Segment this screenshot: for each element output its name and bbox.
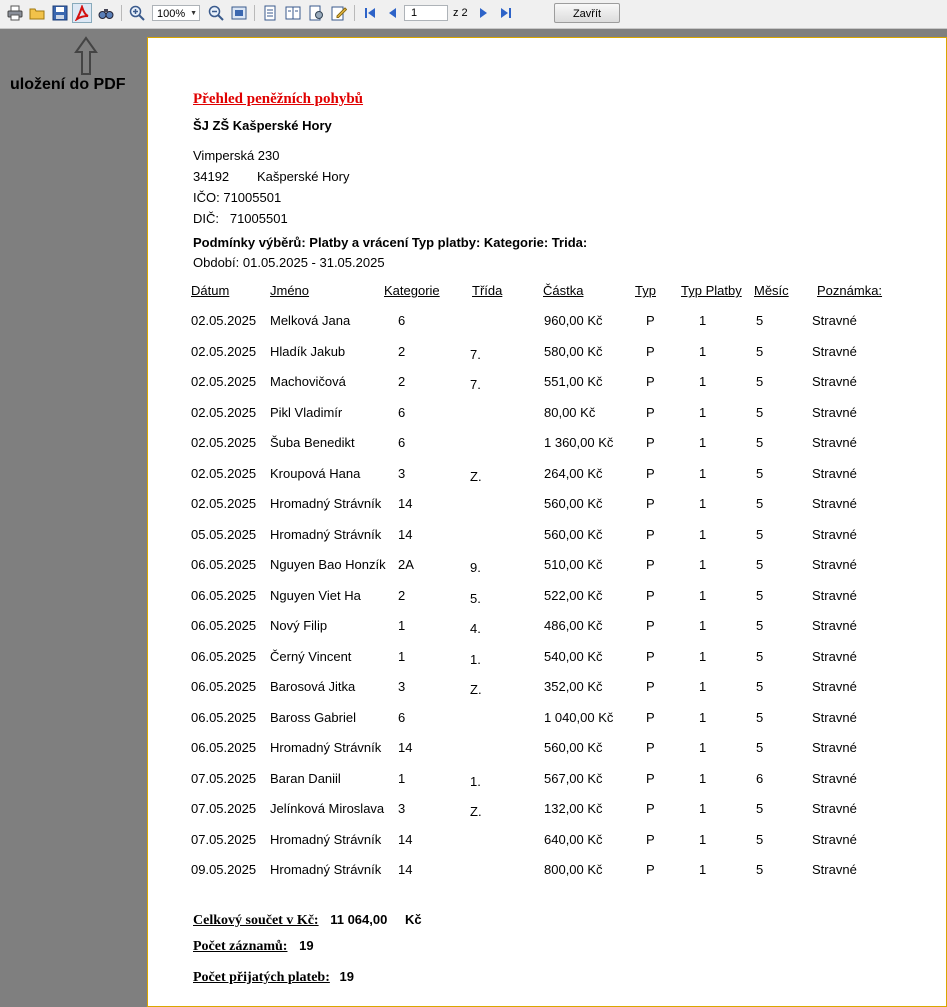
cell-amount: 80,00 Kč <box>544 404 596 420</box>
cell-class: 7. <box>470 377 481 392</box>
cell-category: 3 <box>398 801 406 816</box>
cell-date: 02.05.2025 <box>191 435 257 450</box>
cell-note: Stravné <box>812 343 857 359</box>
cell-payment-type: 1 <box>699 587 707 603</box>
cell-type: P <box>646 496 655 511</box>
header-name: Jméno <box>270 283 310 298</box>
cell-month: 5 <box>756 343 764 359</box>
cell-month: 6 <box>756 770 764 786</box>
cell-payment-type: 1 <box>699 709 707 725</box>
cell-note: Stravné <box>812 770 857 786</box>
cell-note: Stravné <box>812 587 857 603</box>
ico-text: IČO: 71005501 <box>193 190 282 205</box>
cell-note: Stravné <box>812 404 857 420</box>
cell-name: Šuba Benedikt <box>270 435 355 450</box>
cell-amount: 540,00 Kč <box>544 648 603 664</box>
header-date: Dátum <box>191 283 230 298</box>
cell-name: Jelínková Miroslava <box>270 801 385 816</box>
cell-name: Hromadný Strávník <box>270 526 382 542</box>
cell-type: P <box>646 648 655 664</box>
header-payment-type: Typ Platby <box>681 283 742 298</box>
save-icon[interactable] <box>51 4 69 22</box>
header-type: Typ <box>635 283 656 298</box>
cell-amount: 1 040,00 Kč <box>544 709 614 725</box>
cell-name: Baross Gabriel <box>270 709 356 725</box>
cell-payment-type: 1 <box>699 770 707 786</box>
cell-amount: 580,00 Kč <box>544 343 603 359</box>
received-value: 19 <box>339 969 354 984</box>
cell-name: Hromadný Strávník <box>270 496 382 511</box>
cell-type: P <box>646 740 655 755</box>
cell-name: Kroupová Hana <box>270 465 361 481</box>
cell-month: 5 <box>756 374 764 389</box>
cell-payment-type: 1 <box>699 496 707 511</box>
cell-category: 2 <box>398 343 406 359</box>
header-category: Kategorie <box>384 283 440 298</box>
cell-amount: 132,00 Kč <box>544 801 603 816</box>
cell-category: 3 <box>398 465 406 481</box>
conditions-text: Podmínky výběrů: Platby a vrácení Typ platby: Kategorie: Trida: <box>193 235 588 250</box>
cell-date: 02.05.2025 <box>191 313 257 328</box>
cell-payment-type: 1 <box>699 831 707 847</box>
fit-page-icon[interactable] <box>230 4 248 22</box>
cell-type: P <box>646 679 655 694</box>
cell-month: 5 <box>756 557 764 572</box>
header-note: Poznámka: <box>817 283 883 298</box>
cell-payment-type: 1 <box>699 313 707 328</box>
cell-name: Hladík Jakub <box>270 343 346 359</box>
cell-note: Stravné <box>812 313 857 328</box>
cell-date: 06.05.2025 <box>191 557 257 572</box>
cell-name: Nguyen Viet Ha <box>270 587 361 603</box>
cell-category: 6 <box>398 313 406 328</box>
zoom-select[interactable] <box>152 5 200 21</box>
arrow-up-icon <box>74 36 98 76</box>
cell-category: 2 <box>398 374 406 389</box>
cell-amount: 1 360,00 Kč <box>544 435 614 450</box>
cell-payment-type: 1 <box>699 374 707 389</box>
cell-name: Hromadný Strávník <box>270 831 382 847</box>
cell-month: 5 <box>756 526 764 542</box>
cell-amount: 560,00 Kč <box>544 496 603 511</box>
report-title: Přehled peněžních pohybů <box>193 91 364 107</box>
cell-month: 5 <box>756 801 764 816</box>
cell-month: 5 <box>756 313 764 328</box>
header-month: Měsíc <box>754 283 789 298</box>
cell-date: 06.05.2025 <box>191 740 257 755</box>
received-label: Počet přijatých plateb: <box>193 970 330 985</box>
cell-amount: 560,00 Kč <box>544 526 603 542</box>
cell-month: 5 <box>756 618 764 633</box>
cell-amount: 510,00 Kč <box>544 557 603 572</box>
edit-icon[interactable] <box>330 4 348 22</box>
cell-category: 3 <box>398 679 406 694</box>
cell-type: P <box>646 435 655 450</box>
cell-category: 1 <box>398 648 406 664</box>
cell-note: Stravné <box>812 496 857 511</box>
total-currency: Kč <box>404 912 422 927</box>
first-page-icon[interactable] <box>361 4 379 22</box>
cell-note: Stravné <box>812 557 857 572</box>
annotation-label: uložení do PDF <box>10 76 126 93</box>
received-row <box>193 969 354 986</box>
cell-category: 14 <box>398 496 413 511</box>
cell-amount: 640,00 Kč <box>544 831 603 847</box>
cell-type: P <box>646 587 655 603</box>
cell-note: Stravné <box>812 526 857 542</box>
total-row <box>193 912 422 929</box>
print-icon[interactable] <box>6 4 24 22</box>
cell-payment-type: 1 <box>699 801 707 816</box>
cell-date: 07.05.2025 <box>191 801 257 816</box>
cell-name: Nový Filip <box>270 618 328 633</box>
cell-category: 14 <box>398 740 413 755</box>
cell-type: P <box>646 313 655 328</box>
cell-type: P <box>646 801 655 816</box>
cell-note: Stravné <box>812 679 857 694</box>
cell-month: 5 <box>756 465 764 481</box>
cell-type: P <box>646 557 655 572</box>
cell-name: Hromadný Strávník <box>270 862 382 877</box>
cell-category: 6 <box>398 709 406 725</box>
school-name: ŠJ ZŠ Kašperské Hory <box>193 118 332 133</box>
cell-amount: 551,00 Kč <box>544 374 603 389</box>
cell-type: P <box>646 618 655 633</box>
toolbar-separator <box>254 5 255 21</box>
address-street: Vimperská 230 <box>193 148 280 163</box>
cell-category: 1 <box>398 618 406 633</box>
cell-date: 09.05.2025 <box>191 862 257 877</box>
cell-class: Z. <box>470 804 482 819</box>
cell-date: 02.05.2025 <box>191 374 257 389</box>
chevron-down-icon: ▼ <box>190 10 197 17</box>
cell-month: 5 <box>756 831 764 847</box>
cell-name: Melková Jana <box>270 313 351 328</box>
cell-date: 06.05.2025 <box>191 618 257 633</box>
header-class: Třída <box>472 283 503 298</box>
total-value: 11 064,00 <box>330 912 388 927</box>
cell-payment-type: 1 <box>699 648 707 664</box>
pdf-icon[interactable] <box>73 4 91 22</box>
cell-payment-type: 1 <box>699 465 707 481</box>
cell-name: Černý Vincent <box>270 648 352 664</box>
cell-amount: 486,00 Kč <box>544 618 603 633</box>
cell-note: Stravné <box>812 618 857 633</box>
cell-date: 06.05.2025 <box>191 648 257 664</box>
address-city: Kašperské Hory <box>257 169 350 184</box>
cell-category: 14 <box>398 862 413 877</box>
cell-month: 5 <box>756 496 764 511</box>
address-zip: 34192 <box>193 169 230 184</box>
cell-payment-type: 1 <box>699 404 707 420</box>
cell-class: 4. <box>470 621 481 636</box>
cell-note: Stravné <box>812 374 857 389</box>
cell-type: P <box>646 404 655 420</box>
cell-note: Stravné <box>812 465 857 481</box>
cell-note: Stravné <box>812 648 857 664</box>
cell-type: P <box>646 709 655 725</box>
cell-type: P <box>646 465 655 481</box>
records-row <box>193 938 314 955</box>
cell-category: 2 <box>398 587 406 603</box>
cell-class: Z. <box>470 468 482 484</box>
zoom-in-icon[interactable] <box>128 4 146 22</box>
cell-class: 9. <box>470 560 481 575</box>
cell-amount: 960,00 Kč <box>544 313 603 328</box>
page-total: z 2 <box>453 7 468 19</box>
cell-category: 2A <box>398 557 414 572</box>
two-page-icon[interactable] <box>284 4 302 22</box>
cell-type: P <box>646 862 655 877</box>
single-page-icon[interactable] <box>261 4 279 22</box>
cell-note: Stravné <box>812 740 857 755</box>
cell-amount: 560,00 Kč <box>544 740 603 755</box>
cell-date: 02.05.2025 <box>191 465 257 481</box>
cell-name: Pikl Vladimír <box>270 404 343 420</box>
cell-payment-type: 1 <box>699 618 707 633</box>
cell-payment-type: 1 <box>699 740 707 755</box>
cell-payment-type: 1 <box>699 435 707 450</box>
cell-payment-type: 1 <box>699 557 707 572</box>
cell-date: 05.05.2025 <box>191 526 257 542</box>
cell-type: P <box>646 343 655 359</box>
cell-note: Stravné <box>812 709 857 725</box>
cell-amount: 522,00 Kč <box>544 587 603 603</box>
page-setup-icon[interactable] <box>307 4 325 22</box>
toolbar-separator <box>121 5 122 21</box>
cell-name: Hromadný Strávník <box>270 740 382 755</box>
zoom-out-icon[interactable] <box>207 4 225 22</box>
cell-amount: 264,00 Kč <box>544 465 603 481</box>
zoom-value: 100% <box>157 8 186 20</box>
last-page-icon[interactable] <box>497 4 515 22</box>
cell-note: Stravné <box>812 831 857 847</box>
period-text: Období: 01.05.2025 - 31.05.2025 <box>193 255 385 270</box>
cell-amount: 567,00 Kč <box>544 770 603 786</box>
cell-payment-type: 1 <box>699 862 707 877</box>
cell-date: 06.05.2025 <box>191 709 257 725</box>
cell-note: Stravné <box>812 801 857 816</box>
cell-month: 5 <box>756 679 764 694</box>
cell-date: 02.05.2025 <box>191 343 257 359</box>
prev-page-icon[interactable] <box>384 4 402 22</box>
cell-month: 5 <box>756 862 764 877</box>
cell-month: 5 <box>756 435 764 450</box>
cell-payment-type: 1 <box>699 679 707 694</box>
total-label: Celkový součet v Kč: <box>193 913 319 928</box>
cell-date: 02.05.2025 <box>191 404 257 420</box>
header-amount: Částka <box>543 283 584 298</box>
cell-date: 07.05.2025 <box>191 770 257 786</box>
open-icon[interactable] <box>28 4 46 22</box>
cell-category: 14 <box>398 831 413 847</box>
cell-name: Barosová Jitka <box>270 679 356 694</box>
cell-date: 07.05.2025 <box>191 831 257 847</box>
cell-month: 5 <box>756 587 764 603</box>
cell-class: 5. <box>470 590 481 606</box>
cell-class: 1. <box>470 773 481 789</box>
cell-category: 1 <box>398 770 406 786</box>
cell-category: 6 <box>398 404 406 420</box>
cell-type: P <box>646 770 655 786</box>
cell-month: 5 <box>756 709 764 725</box>
cell-payment-type: 1 <box>699 343 707 359</box>
find-icon[interactable] <box>97 4 115 22</box>
page-number-input[interactable] <box>404 5 448 21</box>
records-value: 19 <box>299 938 314 953</box>
cell-class: 7. <box>470 346 481 362</box>
cell-category: 6 <box>398 435 406 450</box>
cell-note: Stravné <box>812 862 857 877</box>
cell-month: 5 <box>756 648 764 664</box>
cell-month: 5 <box>756 740 764 755</box>
cell-name: Machovičová <box>270 374 346 389</box>
cell-class: 1. <box>470 651 481 667</box>
cell-date: 06.05.2025 <box>191 679 257 694</box>
cell-type: P <box>646 831 655 847</box>
close-button[interactable]: Zavřít <box>554 3 620 23</box>
cell-payment-type: 1 <box>699 526 707 542</box>
cell-amount: 352,00 Kč <box>544 679 603 694</box>
cell-amount: 800,00 Kč <box>544 862 603 877</box>
cell-date: 02.05.2025 <box>191 496 257 511</box>
cell-date: 06.05.2025 <box>191 587 257 603</box>
cell-month: 5 <box>756 404 764 420</box>
cell-category: 14 <box>398 526 413 542</box>
next-page-icon[interactable] <box>474 4 492 22</box>
cell-note: Stravné <box>812 435 857 450</box>
cell-name: Nguyen Bao Honzík <box>270 557 386 572</box>
cell-name: Baran Daniil <box>270 770 341 786</box>
toolbar-separator <box>354 5 355 21</box>
dic-text: DIČ: 71005501 <box>193 211 288 226</box>
records-label: Počet záznamů: <box>193 939 288 954</box>
toolbar <box>0 0 947 29</box>
cell-type: P <box>646 374 655 389</box>
cell-type: P <box>646 526 655 542</box>
cell-class: Z. <box>470 682 482 697</box>
